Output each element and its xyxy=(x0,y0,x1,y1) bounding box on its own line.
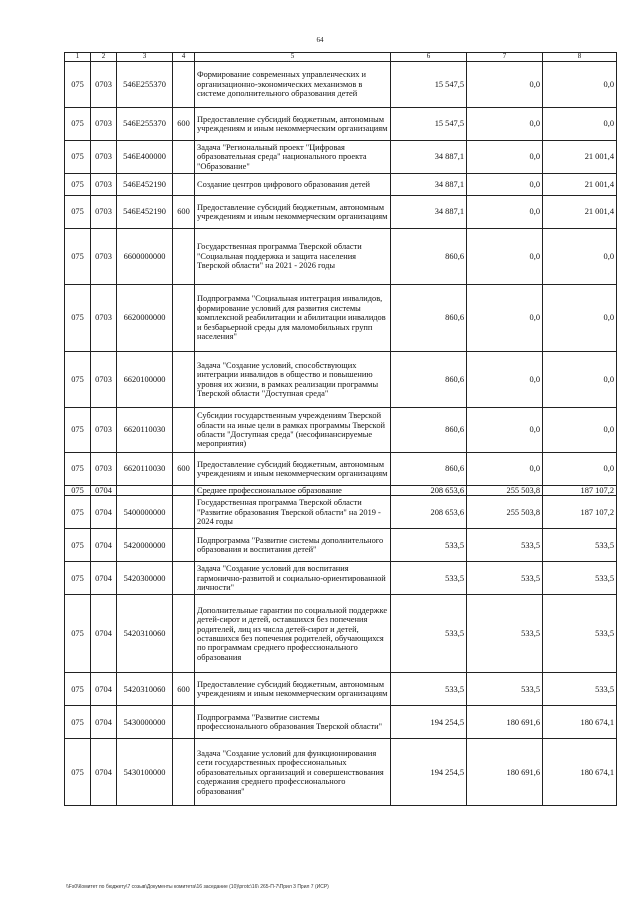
amount-col6-cell: 533,5 xyxy=(391,529,467,562)
amount-col6-cell: 533,5 xyxy=(391,595,467,673)
amount-col7-cell: 180 691,6 xyxy=(467,739,543,806)
expense-type-cell xyxy=(173,408,195,453)
agency-code-cell: 075 xyxy=(65,562,91,595)
table-row xyxy=(65,108,617,141)
amount-col8-cell: 533,5 xyxy=(543,529,617,562)
amount-col8-cell: 0,0 xyxy=(543,108,617,141)
column-header: 7 xyxy=(467,53,543,62)
amount-col6-cell: 533,5 xyxy=(391,562,467,595)
section-code-cell: 0704 xyxy=(91,562,117,595)
expense-type-cell xyxy=(173,562,195,595)
amount-col7-cell: 255 503,8 xyxy=(467,496,543,529)
item-name-cell: Подпрограмма "Развитие системы профессионального образования Тверской области" xyxy=(195,706,391,739)
amount-col8-cell: 21 001,4 xyxy=(543,196,617,229)
table-row xyxy=(65,453,617,486)
item-name-cell: Предоставление субсидий бюджетным, автономным учреждениям и иным некоммерческим организациям xyxy=(195,673,391,706)
section-code-cell: 0704 xyxy=(91,706,117,739)
item-name-cell: Создание центров цифрового образования детей xyxy=(195,174,391,196)
amount-col6-cell: 208 653,6 xyxy=(391,486,467,496)
section-code-cell: 0704 xyxy=(91,496,117,529)
amount-col8-cell: 0,0 xyxy=(543,453,617,486)
amount-col6-cell: 34 887,1 xyxy=(391,141,467,174)
target-article-cell: 6620000000 xyxy=(117,285,173,352)
agency-code-cell: 075 xyxy=(65,673,91,706)
amount-col7-cell: 0,0 xyxy=(467,141,543,174)
column-header: 4 xyxy=(173,53,195,62)
agency-code-cell: 075 xyxy=(65,62,91,108)
table-row xyxy=(65,673,617,706)
amount-col7-cell: 0,0 xyxy=(467,62,543,108)
expense-type-cell: 600 xyxy=(173,108,195,141)
amount-col6-cell: 34 887,1 xyxy=(391,174,467,196)
target-article-cell: 546E400000 xyxy=(117,141,173,174)
target-article-cell xyxy=(117,486,173,496)
amount-col7-cell: 0,0 xyxy=(467,108,543,141)
agency-code-cell: 075 xyxy=(65,108,91,141)
amount-col8-cell: 0,0 xyxy=(543,408,617,453)
amount-col7-cell: 0,0 xyxy=(467,229,543,285)
section-code-cell: 0703 xyxy=(91,62,117,108)
table-row xyxy=(65,562,617,595)
amount-col6-cell: 860,6 xyxy=(391,352,467,408)
agency-code-cell: 075 xyxy=(65,595,91,673)
amount-col8-cell: 187 107,2 xyxy=(543,496,617,529)
item-name-cell: Предоставление субсидий бюджетным, автономным учреждениям и иным некоммерческим организациям xyxy=(195,453,391,486)
target-article-cell: 6600000000 xyxy=(117,229,173,285)
column-header: 6 xyxy=(391,53,467,62)
amount-col6-cell: 860,6 xyxy=(391,285,467,352)
agency-code-cell: 075 xyxy=(65,496,91,529)
table-row xyxy=(65,174,617,196)
expense-type-cell xyxy=(173,174,195,196)
item-name-cell: Государственная программа Тверской области "Развитие образования Тверской области" на 2019 - 2024 годы xyxy=(195,496,391,529)
expense-type-cell xyxy=(173,141,195,174)
target-article-cell: 5430000000 xyxy=(117,706,173,739)
column-header: 8 xyxy=(543,53,617,62)
section-code-cell: 0703 xyxy=(91,174,117,196)
expense-type-cell xyxy=(173,352,195,408)
amount-col6-cell: 208 653,6 xyxy=(391,496,467,529)
amount-col6-cell: 860,6 xyxy=(391,453,467,486)
section-code-cell: 0703 xyxy=(91,196,117,229)
agency-code-cell: 075 xyxy=(65,285,91,352)
target-article-cell: 546E452190 xyxy=(117,196,173,229)
section-code-cell: 0704 xyxy=(91,595,117,673)
item-name-cell: Задача "Создание условий, способствующих интеграции инвалидов в общество и повышению уровня их жизни, в рамках реализации программы Тверской области "Доступная среда" xyxy=(195,352,391,408)
amount-col8-cell: 533,5 xyxy=(543,595,617,673)
target-article-cell: 6620110030 xyxy=(117,408,173,453)
amount-col7-cell: 533,5 xyxy=(467,529,543,562)
file-path-footer: \\Fs0\Комитет по бюджету\7 созыв\Документы комитета\16 заседание (10)\protc\16\ 265-П-7\Прил 3 Прил 7 (ИСР) xyxy=(66,884,329,890)
table-row xyxy=(65,285,617,352)
amount-col8-cell: 180 674,1 xyxy=(543,706,617,739)
section-code-cell: 0704 xyxy=(91,529,117,562)
table-row xyxy=(65,196,617,229)
agency-code-cell: 075 xyxy=(65,196,91,229)
item-name-cell: Предоставление субсидий бюджетным, автономным учреждениям и иным некоммерческим организациям xyxy=(195,196,391,229)
column-header: 2 xyxy=(91,53,117,62)
amount-col8-cell: 0,0 xyxy=(543,285,617,352)
item-name-cell: Подпрограмма "Развитие системы дополнительного образования и воспитания детей" xyxy=(195,529,391,562)
expense-type-cell: 600 xyxy=(173,453,195,486)
agency-code-cell: 075 xyxy=(65,229,91,285)
item-name-cell: Задача "Создание условий для воспитания гармонично-развитой и социально-ориентированной личности" xyxy=(195,562,391,595)
amount-col8-cell: 0,0 xyxy=(543,352,617,408)
target-article-cell: 546E255370 xyxy=(117,62,173,108)
budget-table xyxy=(64,52,617,806)
column-header: 5 xyxy=(195,53,391,62)
expense-type-cell: 600 xyxy=(173,196,195,229)
amount-col7-cell: 0,0 xyxy=(467,174,543,196)
amount-col6-cell: 34 887,1 xyxy=(391,196,467,229)
item-name-cell: Дополнительные гарантии по социальной поддержке детей-сирот и детей, оставшихся без попечения родителей, лиц из числа детей-сирот и детей, оставшихся без попечения родителей, обучающихся по программам среднего профессионального образования xyxy=(195,595,391,673)
expense-type-cell xyxy=(173,706,195,739)
amount-col7-cell: 0,0 xyxy=(467,453,543,486)
section-code-cell: 0703 xyxy=(91,408,117,453)
amount-col7-cell: 180 691,6 xyxy=(467,706,543,739)
target-article-cell: 5420310060 xyxy=(117,673,173,706)
section-code-cell: 0703 xyxy=(91,229,117,285)
table-row xyxy=(65,496,617,529)
amount-col6-cell: 194 254,5 xyxy=(391,739,467,806)
table-body xyxy=(65,62,617,806)
item-name-cell: Государственная программа Тверской области "Социальная поддержка и защита населения Тверской области" на 2021 - 2026 годы xyxy=(195,229,391,285)
section-code-cell: 0703 xyxy=(91,453,117,486)
amount-col8-cell: 533,5 xyxy=(543,562,617,595)
expense-type-cell xyxy=(173,529,195,562)
table-row xyxy=(65,595,617,673)
amount-col7-cell: 533,5 xyxy=(467,673,543,706)
table-row xyxy=(65,229,617,285)
amount-col8-cell: 0,0 xyxy=(543,62,617,108)
section-code-cell: 0704 xyxy=(91,739,117,806)
item-name-cell: Субсидии государственным учреждениям Тверской области на иные цели в рамках программы Тверской области "Доступная среда" (несофинансируемые мероприятия) xyxy=(195,408,391,453)
target-article-cell: 6620110030 xyxy=(117,453,173,486)
target-article-cell: 5400000000 xyxy=(117,496,173,529)
amount-col8-cell: 533,5 xyxy=(543,673,617,706)
expense-type-cell xyxy=(173,595,195,673)
agency-code-cell: 075 xyxy=(65,352,91,408)
target-article-cell: 5430100000 xyxy=(117,739,173,806)
expense-type-cell xyxy=(173,285,195,352)
item-name-cell: Предоставление субсидий бюджетным, автономным учреждениям и иным некоммерческим организациям xyxy=(195,108,391,141)
item-name-cell: Подпрограмма "Социальная интеграция инвалидов, формирование условий для развития системы комплексной реабилитации и абилитации инвалидов и безбарьерной среды для маломобильных групп населения" xyxy=(195,285,391,352)
section-code-cell: 0704 xyxy=(91,486,117,496)
agency-code-cell: 075 xyxy=(65,739,91,806)
amount-col7-cell: 533,5 xyxy=(467,595,543,673)
agency-code-cell: 075 xyxy=(65,141,91,174)
agency-code-cell: 075 xyxy=(65,529,91,562)
page-number: 64 xyxy=(316,36,324,44)
table-row xyxy=(65,352,617,408)
amount-col6-cell: 533,5 xyxy=(391,673,467,706)
agency-code-cell: 075 xyxy=(65,706,91,739)
amount-col6-cell: 860,6 xyxy=(391,408,467,453)
agency-code-cell: 075 xyxy=(65,453,91,486)
table-row xyxy=(65,486,617,496)
amount-col7-cell: 255 503,8 xyxy=(467,486,543,496)
amount-col8-cell: 180 674,1 xyxy=(543,739,617,806)
amount-col7-cell: 0,0 xyxy=(467,408,543,453)
amount-col8-cell: 21 001,4 xyxy=(543,174,617,196)
target-article-cell: 546E255370 xyxy=(117,108,173,141)
column-header: 1 xyxy=(65,53,91,62)
amount-col7-cell: 0,0 xyxy=(467,285,543,352)
table-row xyxy=(65,706,617,739)
amount-col6-cell: 15 547,5 xyxy=(391,108,467,141)
amount-col6-cell: 860,6 xyxy=(391,229,467,285)
section-code-cell: 0703 xyxy=(91,141,117,174)
target-article-cell: 6620100000 xyxy=(117,352,173,408)
agency-code-cell: 075 xyxy=(65,174,91,196)
table-row xyxy=(65,141,617,174)
target-article-cell: 5420300000 xyxy=(117,562,173,595)
target-article-cell: 5420310060 xyxy=(117,595,173,673)
table-row xyxy=(65,529,617,562)
expense-type-cell xyxy=(173,486,195,496)
expense-type-cell xyxy=(173,496,195,529)
amount-col6-cell: 15 547,5 xyxy=(391,62,467,108)
item-name-cell: Задача "Создание условий для функционирования сети государственных профессиональных образовательных организаций и совершенствования содержания среднего профессионального образования" xyxy=(195,739,391,806)
amount-col8-cell: 21 001,4 xyxy=(543,141,617,174)
amount-col8-cell: 0,0 xyxy=(543,229,617,285)
table-row xyxy=(65,739,617,806)
header-row xyxy=(65,53,617,62)
section-code-cell: 0703 xyxy=(91,285,117,352)
target-article-cell: 5420000000 xyxy=(117,529,173,562)
agency-code-cell: 075 xyxy=(65,408,91,453)
section-code-cell: 0704 xyxy=(91,673,117,706)
agency-code-cell: 075 xyxy=(65,486,91,496)
item-name-cell: Формирование современных управленческих и организационно-экономических механизмов в системе дополнительного образования детей xyxy=(195,62,391,108)
item-name-cell: Задача "Региональный проект "Цифровая образовательная среда" национального проекта "Образование" xyxy=(195,141,391,174)
amount-col6-cell: 194 254,5 xyxy=(391,706,467,739)
amount-col7-cell: 0,0 xyxy=(467,196,543,229)
table-row xyxy=(65,62,617,108)
table-row xyxy=(65,408,617,453)
column-header: 3 xyxy=(117,53,173,62)
expense-type-cell xyxy=(173,739,195,806)
section-code-cell: 0703 xyxy=(91,352,117,408)
expense-type-cell xyxy=(173,62,195,108)
target-article-cell: 546E452190 xyxy=(117,174,173,196)
expense-type-cell xyxy=(173,229,195,285)
amount-col7-cell: 0,0 xyxy=(467,352,543,408)
section-code-cell: 0703 xyxy=(91,108,117,141)
expense-type-cell: 600 xyxy=(173,673,195,706)
amount-col7-cell: 533,5 xyxy=(467,562,543,595)
amount-col8-cell: 187 107,2 xyxy=(543,486,617,496)
item-name-cell: Среднее профессиональное образование xyxy=(195,486,391,496)
